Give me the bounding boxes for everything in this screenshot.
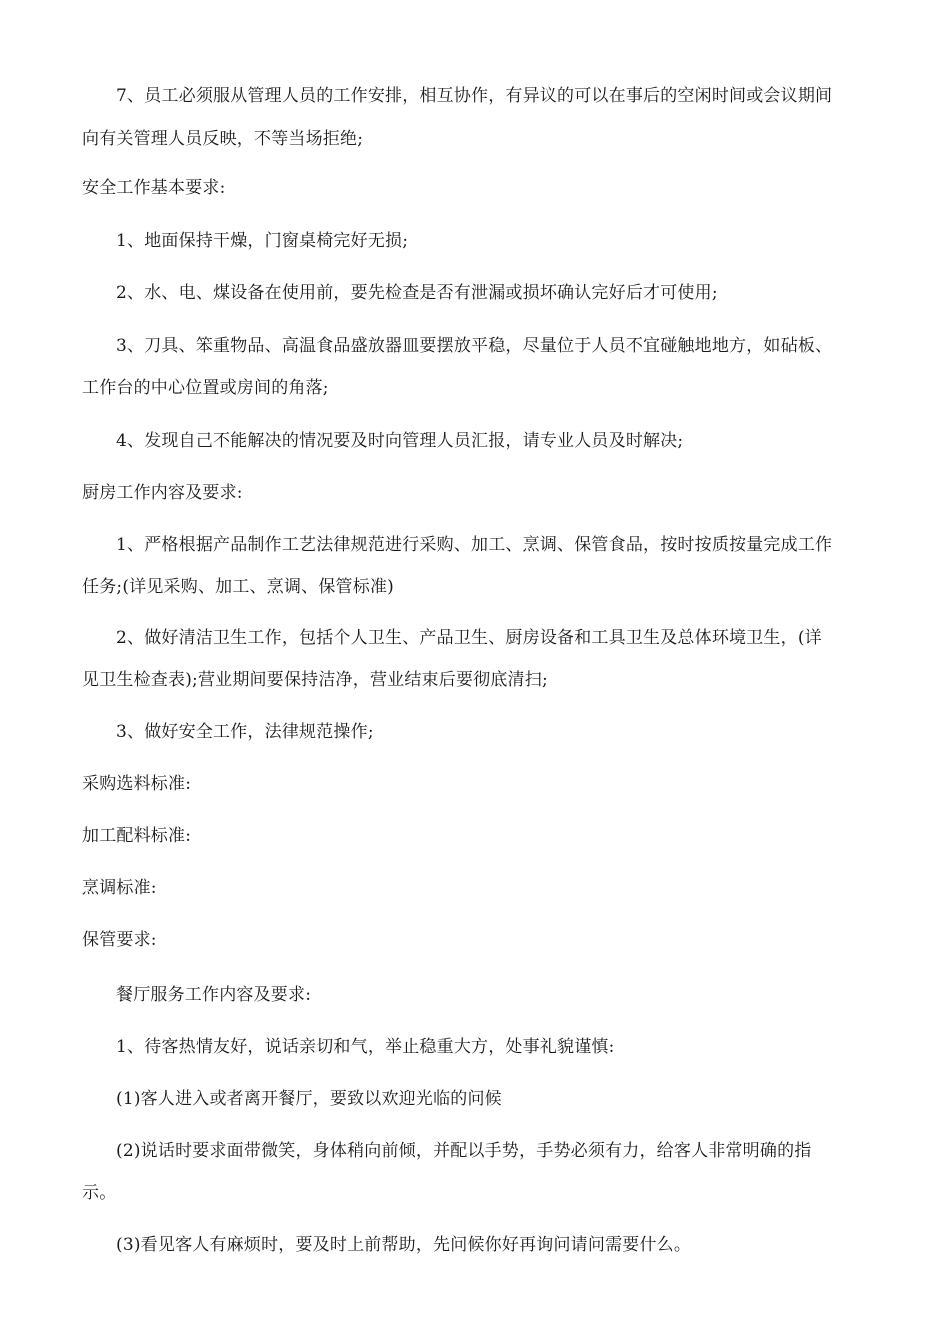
section-heading: 安全工作基本要求:: [82, 178, 226, 198]
section-heading: 餐厅服务工作内容及要求:: [116, 985, 312, 1005]
paragraph-line: 1、严格根据产品制作工艺法律规范进行采购、加工、烹调、保管食品，按时按质按量完成工作: [116, 535, 833, 555]
paragraph-line: 3、刀具、笨重物品、高温食品盛放器皿要摆放平稳，尽量位于人员不宜碰触地地方，如砧板、: [116, 336, 833, 356]
section-heading: 加工配料标准:: [82, 826, 192, 846]
section-heading: 采购选料标准:: [82, 774, 192, 794]
paragraph-line: 向有关管理人员反映，不等当场拒绝;: [82, 129, 364, 149]
paragraph-line: 7、员工必须服从管理人员的工作安排，相互协作，有异议的可以在事后的空闲时间或会议期间: [116, 86, 833, 106]
paragraph-line: (1)客人进入或者离开餐厅，要致以欢迎光临的问候: [116, 1089, 502, 1109]
section-heading: 厨房工作内容及要求:: [82, 483, 243, 503]
paragraph-line: 2、做好清洁卫生工作，包括个人卫生、产品卫生、厨房设备和工具卫生及总体环境卫生，(详: [116, 628, 822, 648]
paragraph-line: 2、水、电、煤设备在使用前，要先检查是否有泄漏或损坏确认完好后才可使用;: [116, 283, 718, 303]
paragraph-line: (2)说话时要求面带微笑，身体稍向前倾，并配以手势，手势必须有力，给客人非常明确的指: [116, 1141, 812, 1161]
section-heading: 烹调标准:: [82, 878, 157, 898]
paragraph-line: 1、待客热情友好，说话亲切和气，举止稳重大方，处事礼貌谨慎:: [116, 1037, 615, 1057]
paragraph-line: 见卫生检查表);营业期间要保持洁净，营业结束后要彻底清扫;: [82, 670, 548, 690]
paragraph-line: 工作台的中心位置或房间的角落;: [82, 378, 329, 398]
paragraph-line: 4、发现自己不能解决的情况要及时向管理人员汇报，请专业人员及时解决;: [116, 431, 684, 451]
paragraph-line: 1、地面保持干燥，门窗桌椅完好无损;: [116, 231, 409, 251]
paragraph-line: 3、做好安全工作，法律规范操作;: [116, 722, 374, 742]
section-heading: 保管要求:: [82, 930, 157, 950]
paragraph-line: (3)看见客人有麻烦时，要及时上前帮助，先问候你好再询问请问需要什么。: [116, 1235, 692, 1255]
paragraph-line: 示。: [82, 1183, 117, 1203]
paragraph-line: 任务;(详见采购、加工、烹调、保管标准): [82, 577, 394, 597]
